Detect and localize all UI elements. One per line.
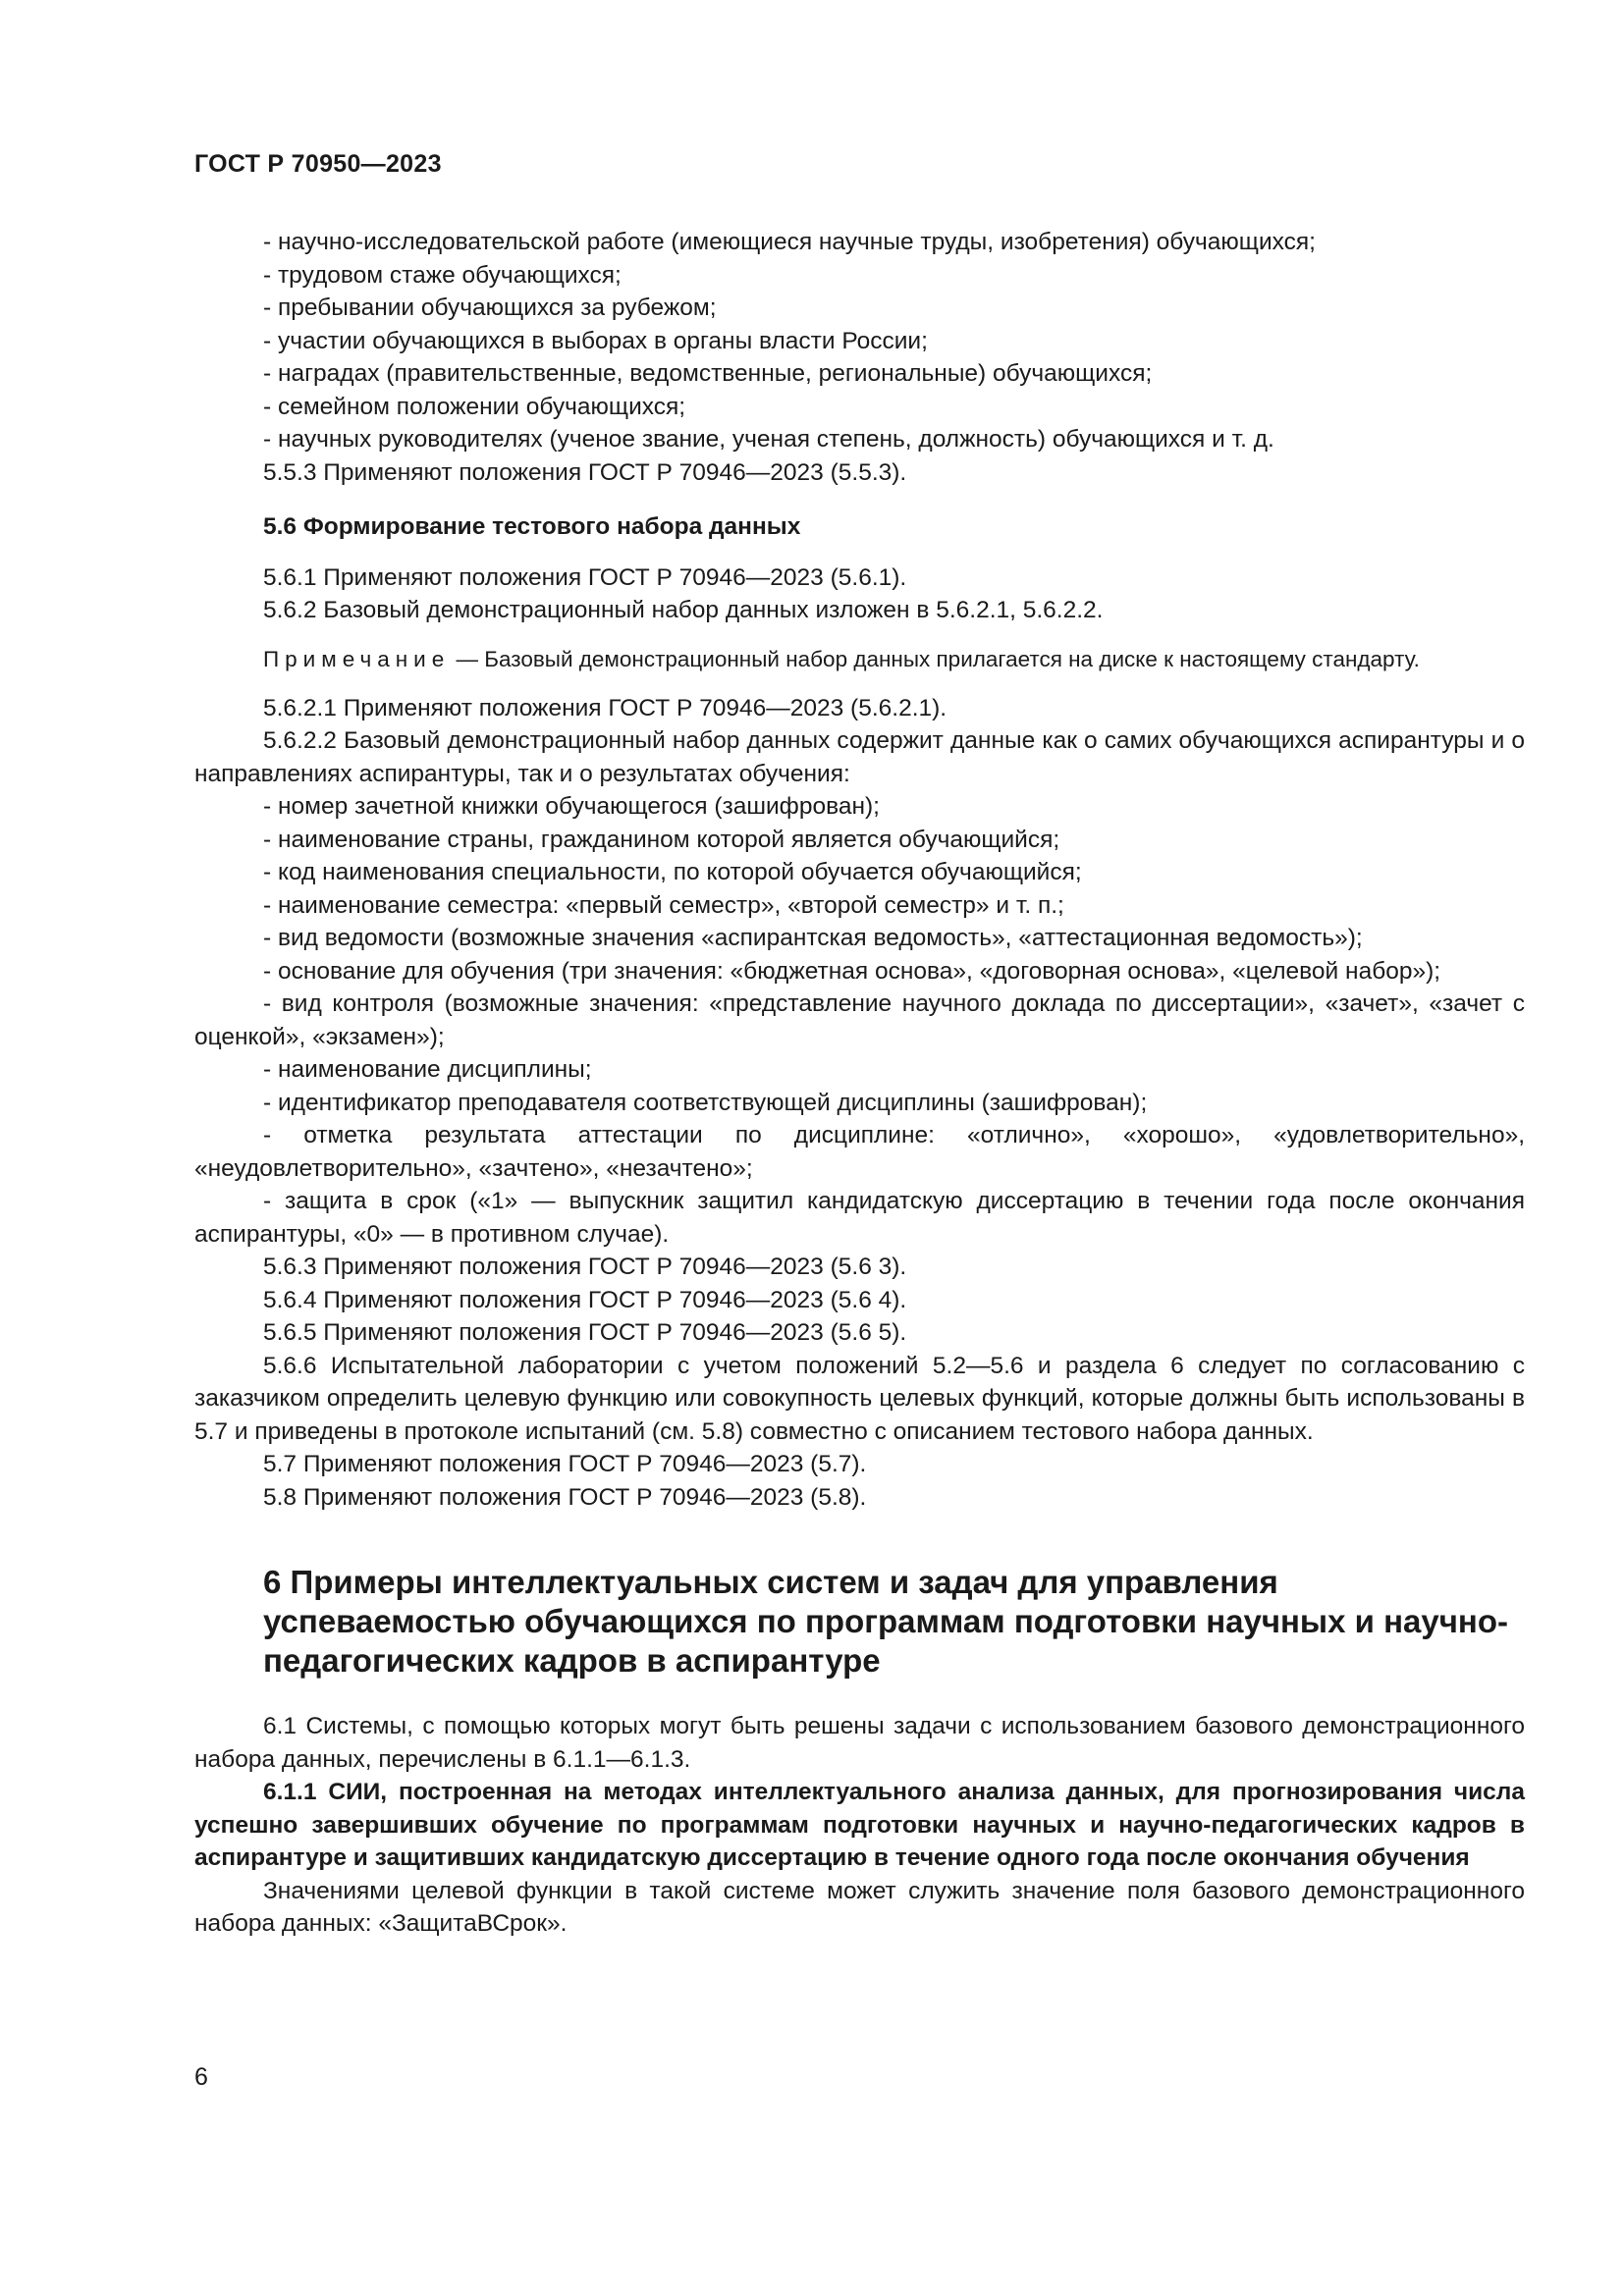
paragraph-5-6-4: 5.6.4 Применяют положения ГОСТ Р 70946—2023 (5.6 4). <box>263 1286 907 1313</box>
list-item: - отметка результата аттестации по дисциплине: «отлично», «хорошо», «удовлетворительно», «неудовлетворительно», «зачтено», «незачтено»; <box>194 1122 1525 1182</box>
paragraph-5-6-2: 5.6.2 Базовый демонстрационный набор данных изложен в 5.6.2.1, 5.6.2.2. <box>263 597 1104 623</box>
paragraph-5-5-3: 5.5.3 Применяют положения ГОСТ Р 70946—2023 (5.5.3). <box>263 458 907 486</box>
list-item: - научных руководителях (ученое звание, ученая степень, должность) обучающихся и т. д. <box>263 426 1274 453</box>
paragraph-5-7: 5.7 Применяют положения ГОСТ Р 70946—2023 (5.7). <box>263 1451 867 1477</box>
heading-5-6: 5.6 Формирование тестового набора данных <box>263 513 801 540</box>
list-item: - идентификатор преподавателя соответствующей дисциплины (зашифрован); <box>263 1089 1148 1116</box>
list-item: - наименование семестра: «первый семестр», «второй семестр» и т. п.; <box>263 891 1064 919</box>
list-item: - основание для обучения (три значения: «бюджетная основа», «договорная основа», «целевой набор»); <box>263 957 1441 985</box>
note <box>194 645 1525 674</box>
note-text: — Базовый демонстрационный набор данных прилагается на диске к настоящему стандарту. <box>450 646 1420 671</box>
list-item: - номер зачетной книжки обучающегося (зашифрован); <box>263 793 880 820</box>
list-item: - наименование страны, гражданином которой является обучающийся; <box>263 826 1060 853</box>
list-item: - трудовом стаже обучающихся; <box>263 261 622 289</box>
heading-6-1-1: 6.1.1 СИИ, построенная на методах интеллектуального анализа данных, для прогнозирования числа успешно завершивших обучение по программам подготовки научных и научно-педагогических кадров в аспирантуре и защитивших кандидатскую диссертацию в течение одного года после окончания обучения <box>194 1779 1525 1871</box>
list-item: - участии обучающихся в выборах в органы власти России; <box>263 327 928 354</box>
paragraph-5-6-2-2: 5.6.2.2 Базовый демонстрационный набор данных содержит данные как о самих обучающихся аспирантуры и о направлениях аспирантуры, так и о результатах обучения: <box>194 727 1525 787</box>
note-label: Примечание <box>263 646 451 671</box>
list-item: - наименование дисциплины; <box>263 1056 592 1083</box>
list-item: - вид контроля (возможные значения: «представление научного доклада по диссертации», «зачет», «зачет с оценкой», «экзамен»); <box>194 990 1525 1050</box>
list-item: - пребывании обучающихся за рубежом; <box>263 294 717 321</box>
paragraph-5-6-3: 5.6.3 Применяют положения ГОСТ Р 70946—2023 (5.6 3). <box>263 1254 907 1280</box>
paragraph-5-6-2-1: 5.6.2.1 Применяют положения ГОСТ Р 70946—2023 (5.6.2.1). <box>263 694 947 721</box>
paragraph-5-6-5: 5.6.5 Применяют положения ГОСТ Р 70946—2023 (5.6 5). <box>263 1319 907 1346</box>
page-content <box>194 226 1525 1941</box>
paragraph-5-8: 5.8 Применяют положения ГОСТ Р 70946—2023 (5.8). <box>263 1483 867 1511</box>
list-item: - защита в срок («1» — выпускник защитил кандидатскую диссертацию в течении года после окончания аспирантуры, «0» — в противном случае). <box>194 1188 1525 1248</box>
list-item: - вид ведомости (возможные значения «аспирантская ведомость», «аттестационная ведомость»); <box>263 925 1363 951</box>
heading-section-6: 6 Примеры интеллектуальных систем и задач для управления успеваемостью обучающихся по программам подготовки научных и научно-педагогических кадров в аспирантуре <box>263 1564 1508 1679</box>
list-item: - семейном положении обучающихся; <box>263 393 686 420</box>
document-header: ГОСТ Р 70950—2023 <box>194 150 442 178</box>
list-item: - наградах (правительственные, ведомственные, региональные) обучающихся; <box>263 360 1153 387</box>
paragraph-6-1: 6.1 Системы, с помощью которых могут быть решены задачи с использованием базового демонстрационного набора данных, перечислены в 6.1.1—6.1.3. <box>194 1713 1525 1773</box>
list-item: - научно-исследовательской работе (имеющиеся научные труды, изобретения) обучающихся; <box>263 229 1316 255</box>
paragraph-5-6-1: 5.6.1 Применяют положения ГОСТ Р 70946—2023 (5.6.1). <box>263 563 907 591</box>
list-item: - код наименования специальности, по которой обучается обучающийся; <box>263 859 1082 885</box>
page-number: 6 <box>194 2063 208 2091</box>
paragraph-6-1-1-body: Значениями целевой функции в такой системе может служить значение поля базового демонстрационного набора данных: «ЗащитаВСрок». <box>194 1877 1525 1937</box>
paragraph-5-6-6: 5.6.6 Испытательной лаборатории с учетом положений 5.2—5.6 и раздела 6 следует по согласованию с заказчиком определить целевую функцию или совокупность целевых функций, которые должны быть использованы в 5.7 и приведены в протоколе испытаний (см. 5.8) совместно с описанием тестового набора данных. <box>194 1352 1525 1445</box>
